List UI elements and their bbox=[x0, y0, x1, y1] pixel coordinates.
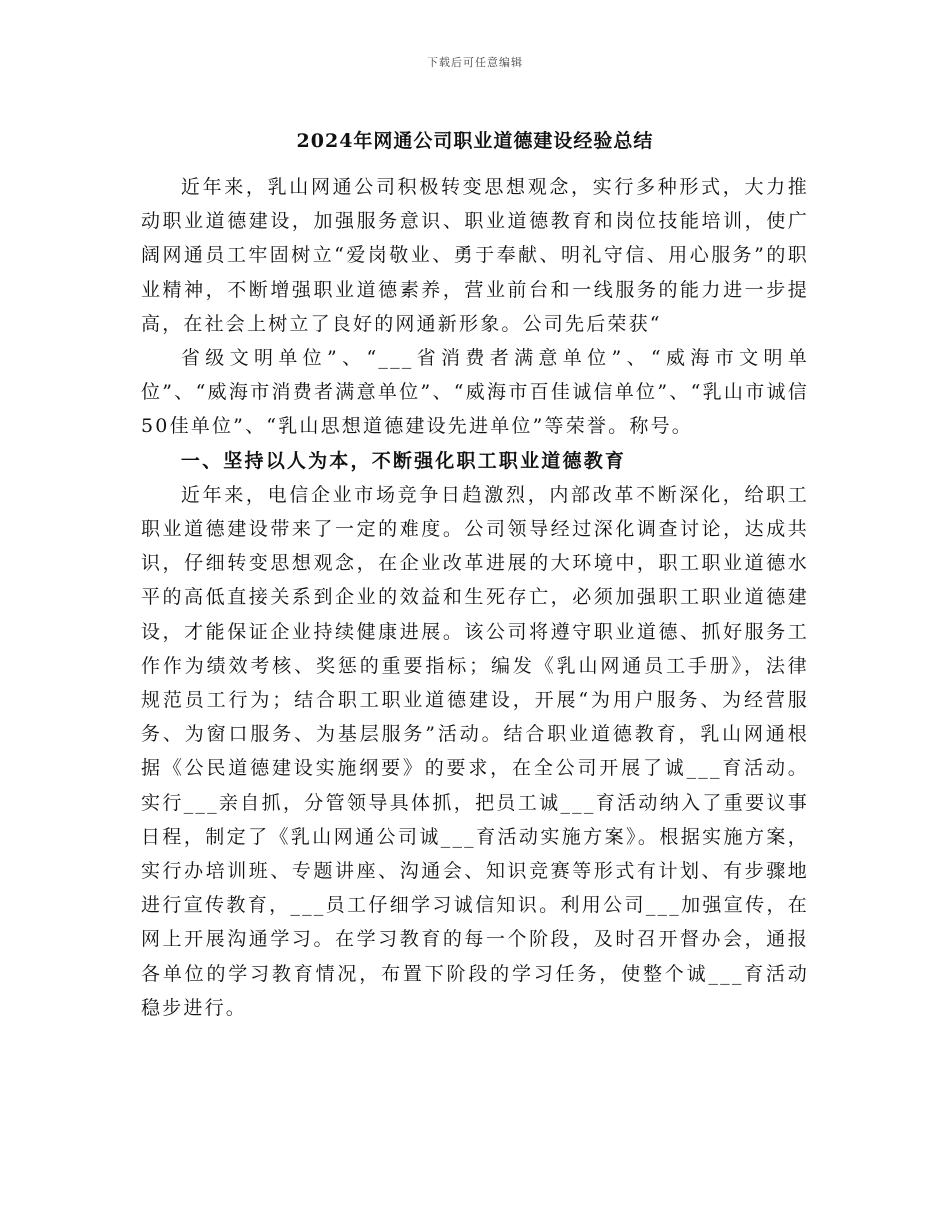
page-header-note: 下载后可任意编辑 bbox=[427, 56, 523, 69]
section-heading-1: 一、坚持以人为本，不断强化职工职业道德教育 bbox=[180, 449, 627, 472]
document-title: 2024年网通公司职业道德建设经验总结 bbox=[296, 130, 654, 152]
document-body bbox=[141, 170, 809, 1025]
paragraph-intro: 近年来，乳山网通公司积极转变思想观念，实行多种形式，大力推动职业道德建设，加强服务意识、职业道德教育和岗位技能培训，使广阔网通员工牢固树立“爱岗敬业、勇于奉献、明礼守信、用心服务”的职业精神，不断增强职业道德素养，营业前台和一线服务的能力进一步提高，在社会上树立了良好的网通新形象。公司先后荣获“ bbox=[141, 176, 809, 335]
paragraph-section-1: 近年来，电信企业市场竞争日趋激烈，内部改革不断深化，给职工职业道德建设带来了一定的难度。公司领导经过深化调查讨论，达成共识，仔细转变思想观念，在企业改革进展的大环境中，职工职业道德水平的高低直接关系到企业的效益和生死存亡，必须加强职工职业道德建设，才能保证企业持续健康进展。该公司将遵守职业道德、抓好服务工作作为绩效考核、奖惩的重要指标；编发《乳山网通员工手册》，法律规范员工行为；结合职工职业道德建设，开展“为用户服务、为经营服务、为窗口服务、为基层服务”活动。结合职业道德教育，乳山网通根据《公民道德建设实施纲要》的要求，在全公司开展了诚___育活动。实行___亲自抓，分管领导具体抓，把员工诚___育活动纳入了重要议事日程，制定了《乳山网通公司诚___育活动实施方案》。根据实施方案，实行办培训班、专题讲座、沟通会、知识竞赛等形式有计划、有步骤地进行宣传教育，___员工仔细学习诚信知识。利用公司___加强宣传，在网上开展沟通学习。在学习教育的每一个阶段，及时召开督办会，通报各单位的学习教育情况，布置下阶段的学习任务，使整个诚___育活动稳步进行。 bbox=[141, 483, 809, 1019]
paragraph-honors: 省级文明单位”、“___省消费者满意单位”、“威海市文明单位”、“威海市消费者满意单位”、“威海市百佳诚信单位”、“乳山市诚信50佳单位”、“乳山思想道德建设先进单位”等荣誉。称号。 bbox=[141, 347, 809, 438]
